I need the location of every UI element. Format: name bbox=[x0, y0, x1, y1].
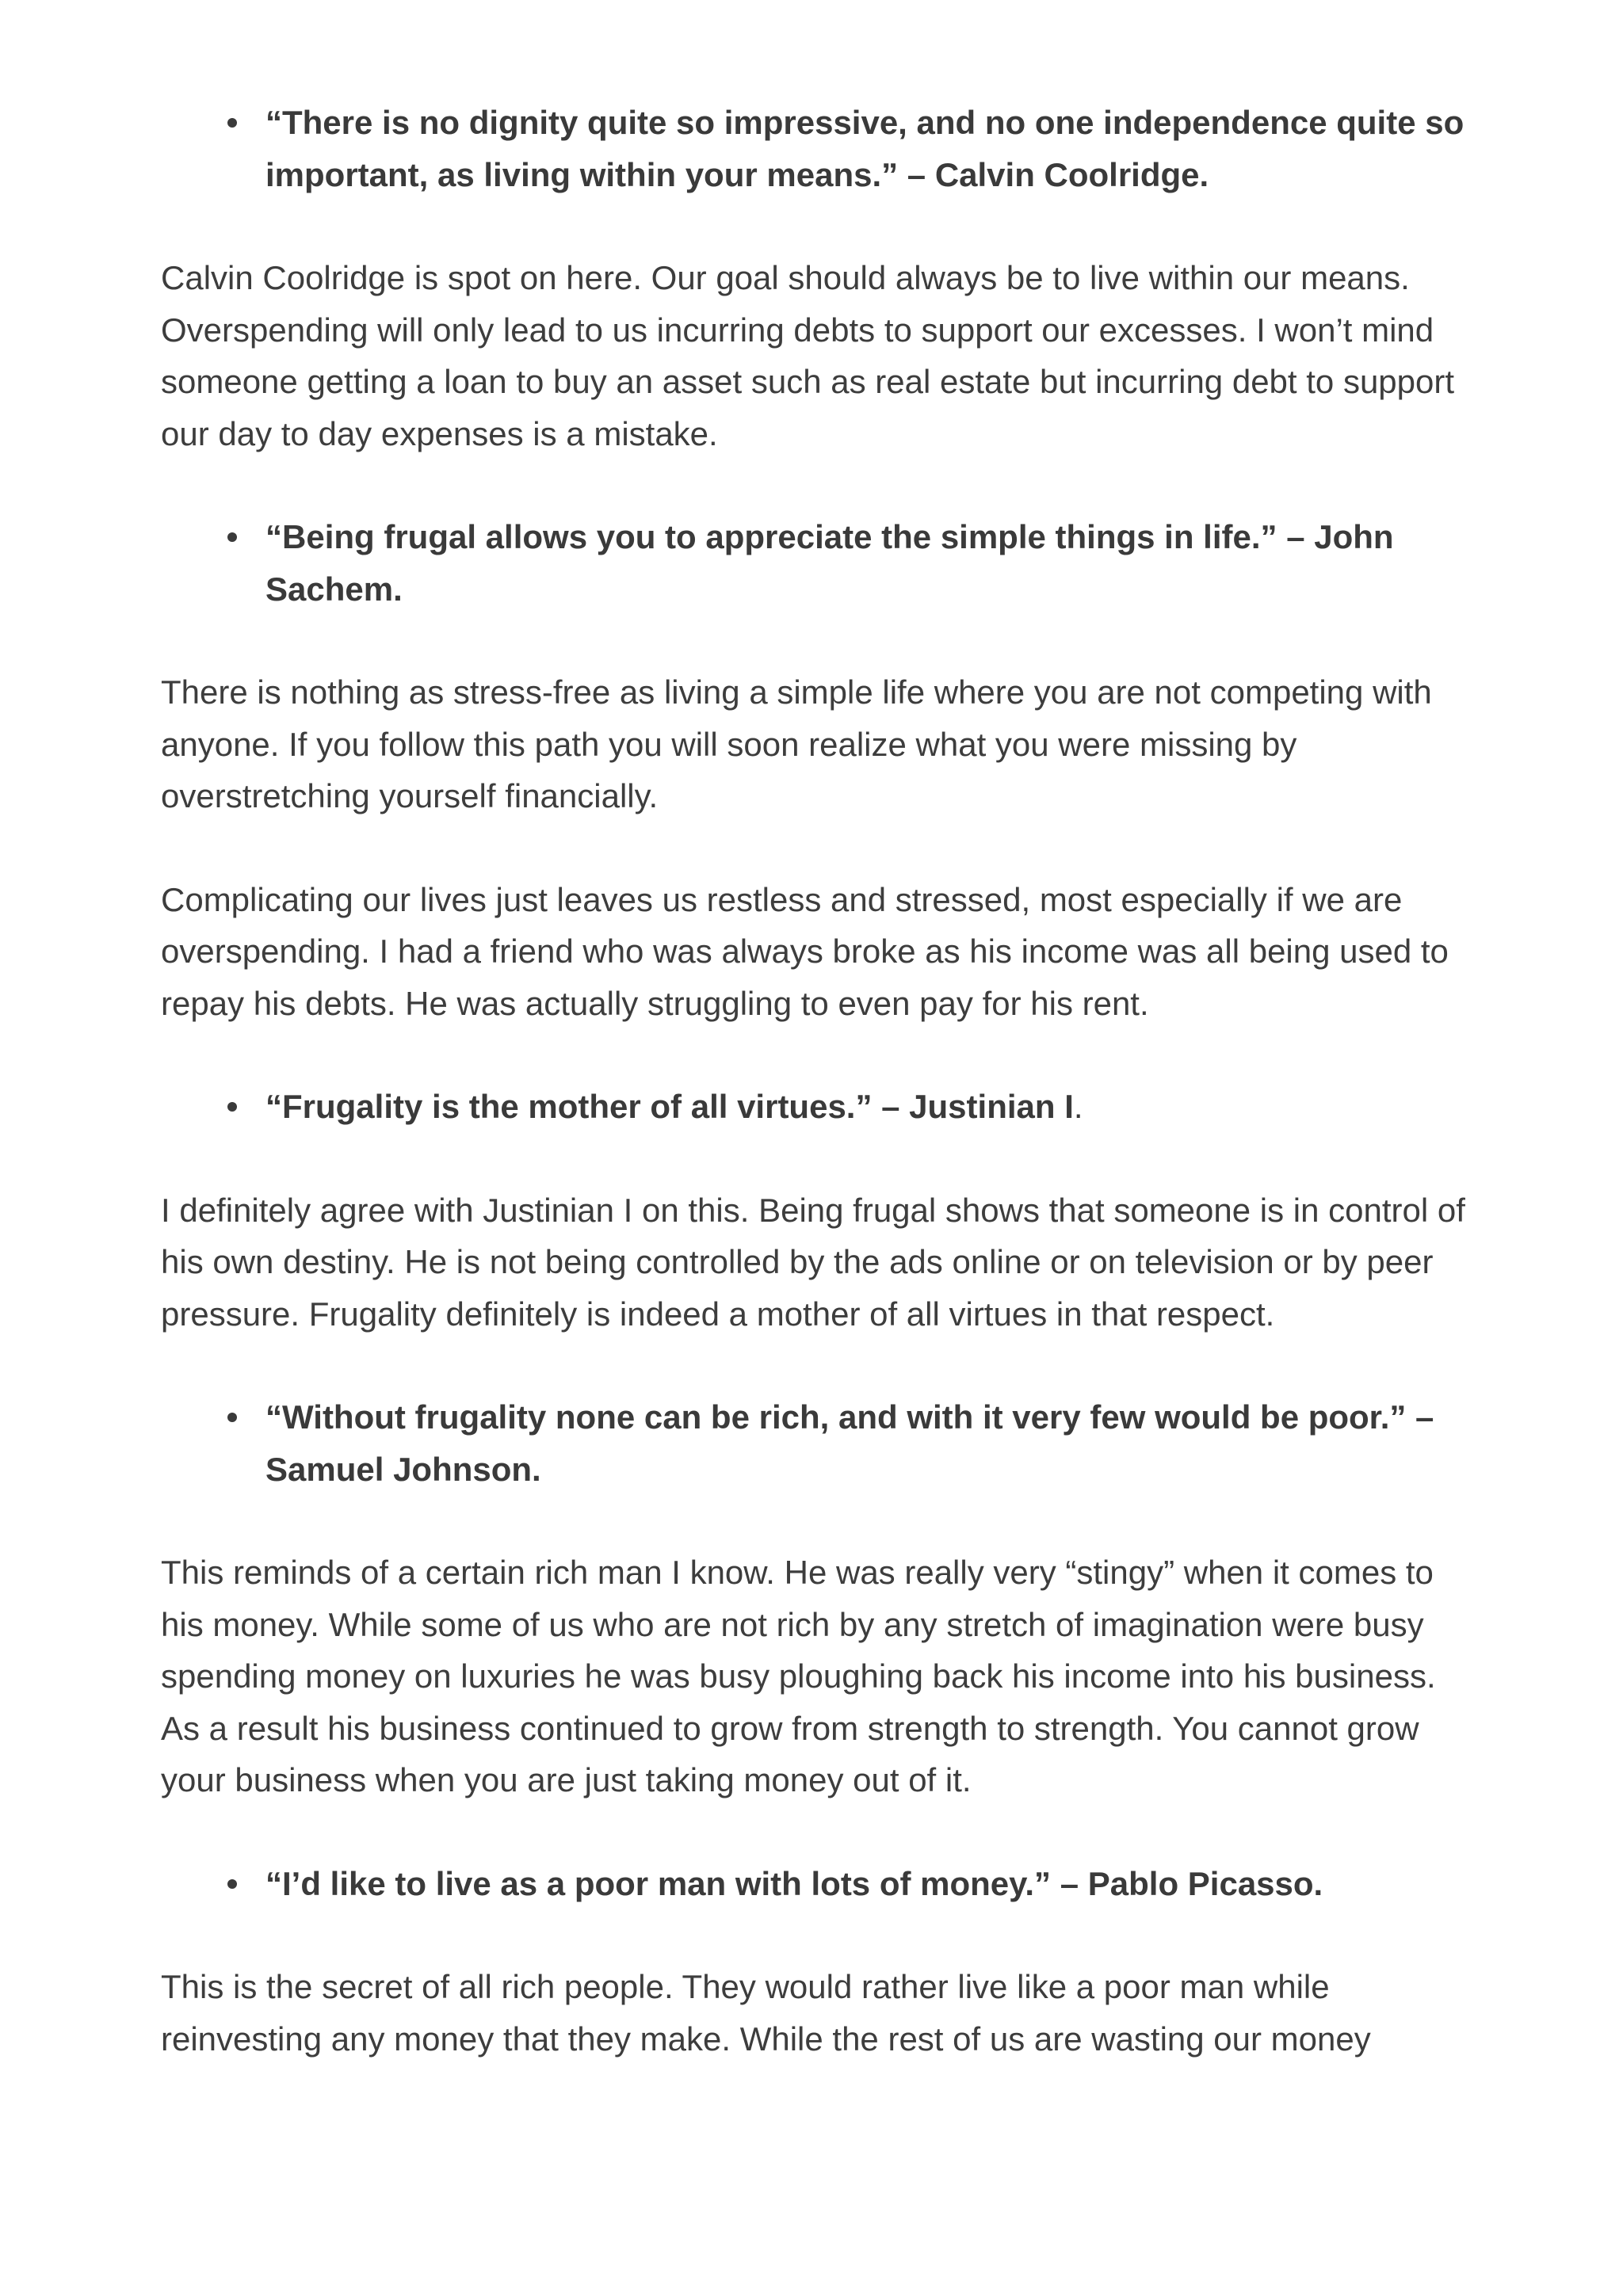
body-paragraph: There is nothing as stress-free as living a simple life where you are not competing with anyone. If you follow this path you will soon realize what you were missing by overstretching yourself financially. bbox=[161, 673, 1432, 814]
quote-list bbox=[161, 1081, 1476, 1133]
quote-item bbox=[161, 97, 1476, 200]
quote-item bbox=[161, 1081, 1476, 1133]
quote-list bbox=[161, 511, 1476, 615]
document-page bbox=[161, 97, 1476, 2116]
quote-text: “Being frugal allows you to appreciate the simple things in life.” – John Sachem. bbox=[265, 518, 1394, 608]
quote-item bbox=[161, 1391, 1476, 1495]
bullet-icon bbox=[227, 118, 237, 128]
bullet-icon bbox=[227, 1413, 237, 1422]
quote-text: “Frugality is the mother of all virtues.” – Justinian I bbox=[265, 1088, 1074, 1125]
bullet-icon bbox=[227, 532, 237, 542]
quote-item bbox=[161, 511, 1476, 615]
quote-trail: . bbox=[1073, 1088, 1083, 1125]
quote-item bbox=[161, 1858, 1476, 1910]
quote-list bbox=[161, 97, 1476, 200]
quote-text: “I’d like to live as a poor man with lots of money.” – Pablo Picasso. bbox=[265, 1864, 1323, 1902]
quote-text: “Without frugality none can be rich, and with it very few would be poor.” – Samuel Johnson. bbox=[265, 1398, 1434, 1488]
body-paragraph: Calvin Coolridge is spot on here. Our goal should always be to live within our means. Overspending will only lead to us incurring debts to support our excesses. I won’t mind someone getting a loan to buy an asset such as real estate but incurring debt to support our day to day expenses is a mistake. bbox=[161, 259, 1455, 452]
body-paragraph: Complicating our lives just leaves us restless and stressed, most especially if we are overspending. I had a friend who was always broke as his income was all being used to repay his debts. He was actually struggling to even pay for his rent. bbox=[161, 880, 1449, 1022]
bullet-icon bbox=[227, 1879, 237, 1889]
quote-list bbox=[161, 1858, 1476, 1910]
body-paragraph: This is the secret of all rich people. They would rather live like a poor man while reinvesting any money that they make. While the rest of us are wasting our money bbox=[161, 1968, 1371, 2058]
quote-list bbox=[161, 1391, 1476, 1495]
bullet-icon bbox=[227, 1102, 237, 1112]
quote-text: “There is no dignity quite so impressive, and no one independence quite so important, as living within your means.” – Calvin Coolridge. bbox=[265, 104, 1465, 193]
body-paragraph: This reminds of a certain rich man I know. He was really very “stingy” when it comes to his money. While some of us who are not rich by any stretch of imagination were busy spending money on luxuries he was busy ploughing back his income into his business. As a result his business continued to grow from strength to strength. You cannot grow your business when you are just taking money out of it. bbox=[161, 1554, 1436, 1798]
body-paragraph: I definitely agree with Justinian I on this. Being frugal shows that someone is in control of his own destiny. He is not being controlled by the ads online or on television or by peer pressure. Frugality definitely is indeed a mother of all virtues in that respect. bbox=[161, 1191, 1465, 1333]
